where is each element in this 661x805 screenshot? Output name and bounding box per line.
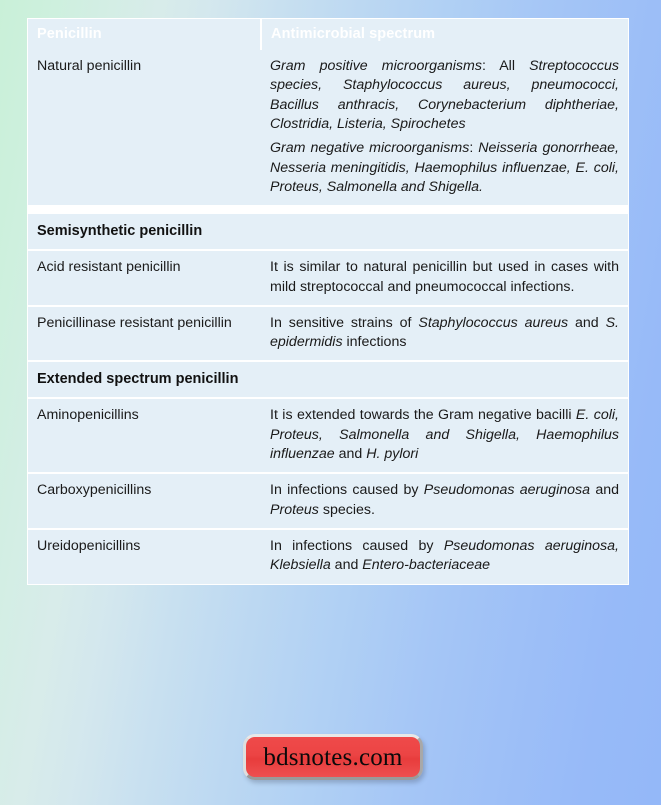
section-header-label: Semisynthetic penicillin [28,213,628,250]
section-header-row [28,361,628,398]
table-body [28,50,628,584]
spectrum-text-segment: Neisseria gonorrheae, Nesseria meningitidis, Haemophilus influenzae, E. coli, Proteus, Salmonella and Shigella. [270,140,619,195]
cell-antimicrobial-spectrum [261,473,628,529]
spectrum-paragraph [270,481,619,520]
penicillin-table [28,19,628,584]
cell-penicillin-name: Aminopenicillins [28,398,261,473]
table-row [28,306,628,362]
spectrum-text-segment: : [469,140,479,157]
cell-antimicrobial-spectrum [261,529,628,584]
spectrum-text-segment: and [330,557,363,574]
spectrum-text-segment: : All [481,58,530,74]
bdsnotes-badge-label: bdsnotes.com [263,743,403,771]
spectrum-paragraph [270,537,619,576]
table-row [28,398,628,473]
spectrum-text-segment: Pseudomonas aeruginosa [423,482,590,499]
spectrum-text-segment: Bacillus anthracis, Corynebacterium diphtheriae, Clostridia, Listeria, Spirochetes [270,96,619,132]
table-row [28,250,628,306]
spectrum-text-segment: S. epidermidis [270,314,619,351]
spectrum-text-segment: Entero-bacteriaceae [362,557,491,574]
spectrum-text-segment: and [568,314,606,331]
cell-antimicrobial-spectrum [261,250,628,306]
spectrum-text-segment: H. pylori [366,446,419,463]
table-row [28,473,628,529]
table-row [28,529,628,584]
spectrum-text-segment: and [334,446,367,463]
table-header [28,19,628,50]
cell-penicillin-name: Penicillinase resistant penicillin [28,306,261,362]
spectrum-text-segment: , pneumococci, [506,77,619,94]
bdsnotes-badge[interactable] [243,734,423,780]
column-header-penicillin: Penicillin [28,19,261,50]
cell-antimicrobial-spectrum [261,398,628,473]
spectrum-text-segment: Gram negative microorganisms [270,140,470,157]
table-header-row [28,19,628,50]
spectrum-text-segment: In infections caused by [270,538,444,554]
spectrum-text-segment: It is similar to natural penicillin but used in cases with mild streptococcal and pneumococcal infections. [270,259,619,295]
spectrum-text-segment: species. [318,501,375,518]
section-header-row [28,213,628,250]
spectrum-text-segment: E. coli, Proteus, Salmonella and Shigella, Haemophilus influenzae [270,407,619,463]
spectrum-text-segment: and [590,482,619,499]
cell-penicillin-name: Acid resistant penicillin [28,250,261,306]
penicillin-table-container [27,18,629,585]
column-header-antimicrobial-spectrum: Antimicrobial spectrum [261,19,628,50]
spectrum-paragraph [270,57,619,134]
spectrum-text-segment: Pseudomonas aeruginosa, Klebsiella [270,538,619,574]
table-row [28,50,628,205]
spectrum-text-segment: In sensitive strains of [270,314,419,331]
section-header-label: Extended spectrum penicillin [28,361,628,398]
cell-penicillin-name: Natural penicillin [28,50,261,205]
spectrum-paragraph [270,406,619,464]
cell-antimicrobial-spectrum [261,50,628,205]
footer-watermark-area [0,730,661,805]
spectrum-text-segment: Streptococcus species, Staphylococcus aureus [270,58,619,94]
spectrum-text-segment: It is extended towards the Gram negative bacilli [270,407,576,424]
spectrum-text-segment: Staphylococcus aureus [418,314,569,331]
spectrum-text-segment: In infections caused by [270,482,424,499]
spectrum-text-segment: infections [342,334,407,351]
spectrum-text-segment: Proteus [270,501,319,518]
cell-penicillin-name: Ureidopenicillins [28,529,261,584]
cell-antimicrobial-spectrum [261,306,628,362]
row-spacer-cell [28,205,628,213]
cell-penicillin-name: Carboxypenicillins [28,473,261,529]
spectrum-paragraph [270,314,619,353]
spectrum-paragraph [270,258,619,297]
spectrum-paragraph [270,139,619,197]
spectrum-text-segment: Gram positive microorganisms [270,58,482,74]
row-spacer [28,205,628,213]
